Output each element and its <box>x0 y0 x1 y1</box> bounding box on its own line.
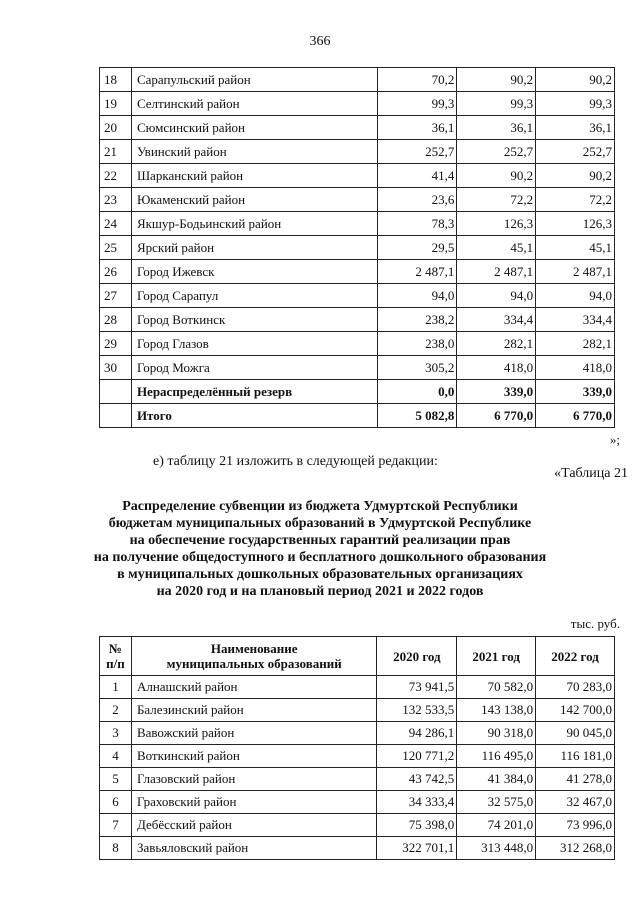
value-2021: 90,2 <box>457 164 536 188</box>
municipality-name: Город Глазов <box>131 332 377 356</box>
header-num <box>100 637 132 676</box>
row-number: 4 <box>100 745 132 768</box>
table-row <box>100 260 615 284</box>
value-2022: 334,4 <box>536 308 615 332</box>
row-number: 28 <box>100 308 132 332</box>
value-2020: 252,7 <box>377 140 457 164</box>
table-row <box>100 722 615 745</box>
value-2021: 99,3 <box>457 92 536 116</box>
table-row <box>100 188 615 212</box>
row-number: 21 <box>100 140 132 164</box>
value-2021: 90,2 <box>457 68 536 92</box>
municipality-name: Алнашский район <box>131 676 377 699</box>
value-2022: 90,2 <box>536 68 615 92</box>
table-row <box>100 699 615 722</box>
value-2021: 252,7 <box>457 140 536 164</box>
value-2021: 41 384,0 <box>457 768 536 791</box>
table-row <box>100 768 615 791</box>
table-row <box>100 284 615 308</box>
value-2021: 313 448,0 <box>457 837 536 860</box>
value-2020: 238,0 <box>377 332 457 356</box>
value-2021: 45,1 <box>457 236 536 260</box>
table-row <box>100 92 615 116</box>
table-row <box>100 676 615 699</box>
value-2022: 6 770,0 <box>536 404 615 428</box>
reserve-label: Нераспределённый резерв <box>131 380 377 404</box>
title-line: на обеспечение государственных гарантий реализации прав <box>129 533 511 548</box>
value-2021: 72,2 <box>457 188 536 212</box>
value-2022: 116 181,0 <box>536 745 615 768</box>
value-2020: 29,5 <box>377 236 457 260</box>
value-2022: 73 996,0 <box>536 814 615 837</box>
municipality-name: Воткинский район <box>131 745 377 768</box>
row-number: 7 <box>100 814 132 837</box>
title-line: на получение общедоступного и бесплатного дошкольного образования <box>93 550 547 565</box>
table-row <box>100 791 615 814</box>
municipality-name: Город Можга <box>131 356 377 380</box>
value-2022: 142 700,0 <box>536 699 615 722</box>
header-name <box>131 637 377 676</box>
table-label: «Таблица 21 <box>554 466 628 481</box>
municipality-name: Город Сарапул <box>131 284 377 308</box>
row-number: 22 <box>100 164 132 188</box>
value-2021: 339,0 <box>457 380 536 404</box>
value-2021: 126,3 <box>457 212 536 236</box>
value-2020: 41,4 <box>377 164 457 188</box>
value-2020: 2 487,1 <box>377 260 457 284</box>
table-row <box>100 140 615 164</box>
value-2020: 305,2 <box>377 356 457 380</box>
municipality-name: Ярский район <box>131 236 377 260</box>
value-2020: 36,1 <box>377 116 457 140</box>
value-2021: 70 582,0 <box>457 676 536 699</box>
value-2022: 99,3 <box>536 92 615 116</box>
empty-cell <box>100 380 132 404</box>
table-row <box>100 308 615 332</box>
row-number: 27 <box>100 284 132 308</box>
value-2022: 36,1 <box>536 116 615 140</box>
value-2021: 94,0 <box>457 284 536 308</box>
value-2022: 94,0 <box>536 284 615 308</box>
municipality-name: Сарапульский район <box>131 68 377 92</box>
row-number: 26 <box>100 260 132 284</box>
table-row <box>100 356 615 380</box>
header-2021: 2021 год <box>457 637 536 676</box>
header-name-line2: муниципальных образований <box>166 656 342 671</box>
value-2020: 70,2 <box>377 68 457 92</box>
value-2020: 0,0 <box>377 380 457 404</box>
value-2021: 282,1 <box>457 332 536 356</box>
row-number: 25 <box>100 236 132 260</box>
municipality-name: Город Ижевск <box>131 260 377 284</box>
row-number: 29 <box>100 332 132 356</box>
value-2021: 2 487,1 <box>457 260 536 284</box>
value-2022: 70 283,0 <box>536 676 615 699</box>
table-row <box>100 68 615 92</box>
header-row <box>100 637 615 676</box>
header-num-line2: п/п <box>106 656 125 671</box>
value-2021: 418,0 <box>457 356 536 380</box>
value-2020: 73 941,5 <box>377 676 457 699</box>
value-2020: 94 286,1 <box>377 722 457 745</box>
row-number: 8 <box>100 837 132 860</box>
table-row <box>100 837 615 860</box>
value-2021: 74 201,0 <box>457 814 536 837</box>
value-2020: 5 082,8 <box>377 404 457 428</box>
municipality-name: Шарканский район <box>131 164 377 188</box>
value-2021: 32 575,0 <box>457 791 536 814</box>
table-row <box>100 164 615 188</box>
municipality-name: Балезинский район <box>131 699 377 722</box>
title-line: в муниципальных дошкольных образовательных организациях <box>117 567 523 582</box>
table-title <box>0 498 640 600</box>
instruction-text: е) таблицу 21 изложить в следующей редакции: <box>153 454 438 469</box>
value-2020: 34 333,4 <box>377 791 457 814</box>
row-number: 23 <box>100 188 132 212</box>
municipality-name: Граховский район <box>131 791 377 814</box>
value-2022: 72,2 <box>536 188 615 212</box>
row-number: 5 <box>100 768 132 791</box>
empty-cell <box>100 404 132 428</box>
table-row <box>100 814 615 837</box>
row-number: 6 <box>100 791 132 814</box>
table-row <box>100 116 615 140</box>
value-2020: 322 701,1 <box>377 837 457 860</box>
value-2022: 282,1 <box>536 332 615 356</box>
value-2021: 334,4 <box>457 308 536 332</box>
value-2020: 75 398,0 <box>377 814 457 837</box>
header-2020: 2020 год <box>377 637 457 676</box>
value-2022: 126,3 <box>536 212 615 236</box>
municipality-name: Сюмсинский район <box>131 116 377 140</box>
closing-quote: »; <box>609 432 620 447</box>
municipality-name: Увинский район <box>131 140 377 164</box>
value-2020: 99,3 <box>377 92 457 116</box>
value-2021: 36,1 <box>457 116 536 140</box>
value-2020: 43 742,5 <box>377 768 457 791</box>
title-line: на 2020 год и на плановый период 2021 и 2022 годов <box>156 584 484 599</box>
header-name-line1: Наименование <box>210 641 298 656</box>
value-2022: 45,1 <box>536 236 615 260</box>
value-2021: 116 495,0 <box>457 745 536 768</box>
table-row <box>100 236 615 260</box>
value-2020: 23,6 <box>377 188 457 212</box>
value-2021: 90 318,0 <box>457 722 536 745</box>
header-num-line1: № <box>108 641 122 656</box>
value-2022: 418,0 <box>536 356 615 380</box>
row-number: 24 <box>100 212 132 236</box>
units-label: тыс. руб. <box>570 616 620 631</box>
municipality-name: Якшур-Бодьинский район <box>131 212 377 236</box>
header-2022: 2022 год <box>536 637 615 676</box>
value-2020: 78,3 <box>377 212 457 236</box>
value-2022: 90 045,0 <box>536 722 615 745</box>
value-2020: 132 533,5 <box>377 699 457 722</box>
total-label: Итого <box>131 404 377 428</box>
page-number: 366 <box>309 34 331 49</box>
value-2021: 6 770,0 <box>457 404 536 428</box>
subvention-table <box>99 636 615 860</box>
municipality-name: Дебёсский район <box>131 814 377 837</box>
value-2022: 312 268,0 <box>536 837 615 860</box>
value-2022: 90,2 <box>536 164 615 188</box>
municipality-name: Глазовский район <box>131 768 377 791</box>
value-2020: 120 771,2 <box>377 745 457 768</box>
title-line: Распределение субвенции из бюджета Удмуртской Республики <box>122 499 518 514</box>
value-2020: 238,2 <box>377 308 457 332</box>
row-number: 18 <box>100 68 132 92</box>
row-number: 19 <box>100 92 132 116</box>
total-row <box>100 404 615 428</box>
row-number: 1 <box>100 676 132 699</box>
value-2020: 94,0 <box>377 284 457 308</box>
title-line: бюджетам муниципальных образований в Удмуртской Республике <box>108 516 532 531</box>
table-row <box>100 332 615 356</box>
row-number: 2 <box>100 699 132 722</box>
row-number: 30 <box>100 356 132 380</box>
value-2022: 339,0 <box>536 380 615 404</box>
value-2022: 41 278,0 <box>536 768 615 791</box>
value-2021: 143 138,0 <box>457 699 536 722</box>
row-number: 3 <box>100 722 132 745</box>
municipality-name: Вавожский район <box>131 722 377 745</box>
municipality-name: Селтинский район <box>131 92 377 116</box>
reserve-row <box>100 380 615 404</box>
value-2022: 252,7 <box>536 140 615 164</box>
municipality-name: Завьяловский район <box>131 837 377 860</box>
municipality-name: Город Воткинск <box>131 308 377 332</box>
table-row <box>100 745 615 768</box>
value-2022: 32 467,0 <box>536 791 615 814</box>
row-number: 20 <box>100 116 132 140</box>
municipality-name: Юкаменский район <box>131 188 377 212</box>
continuation-table <box>99 67 615 428</box>
value-2022: 2 487,1 <box>536 260 615 284</box>
table-row <box>100 212 615 236</box>
